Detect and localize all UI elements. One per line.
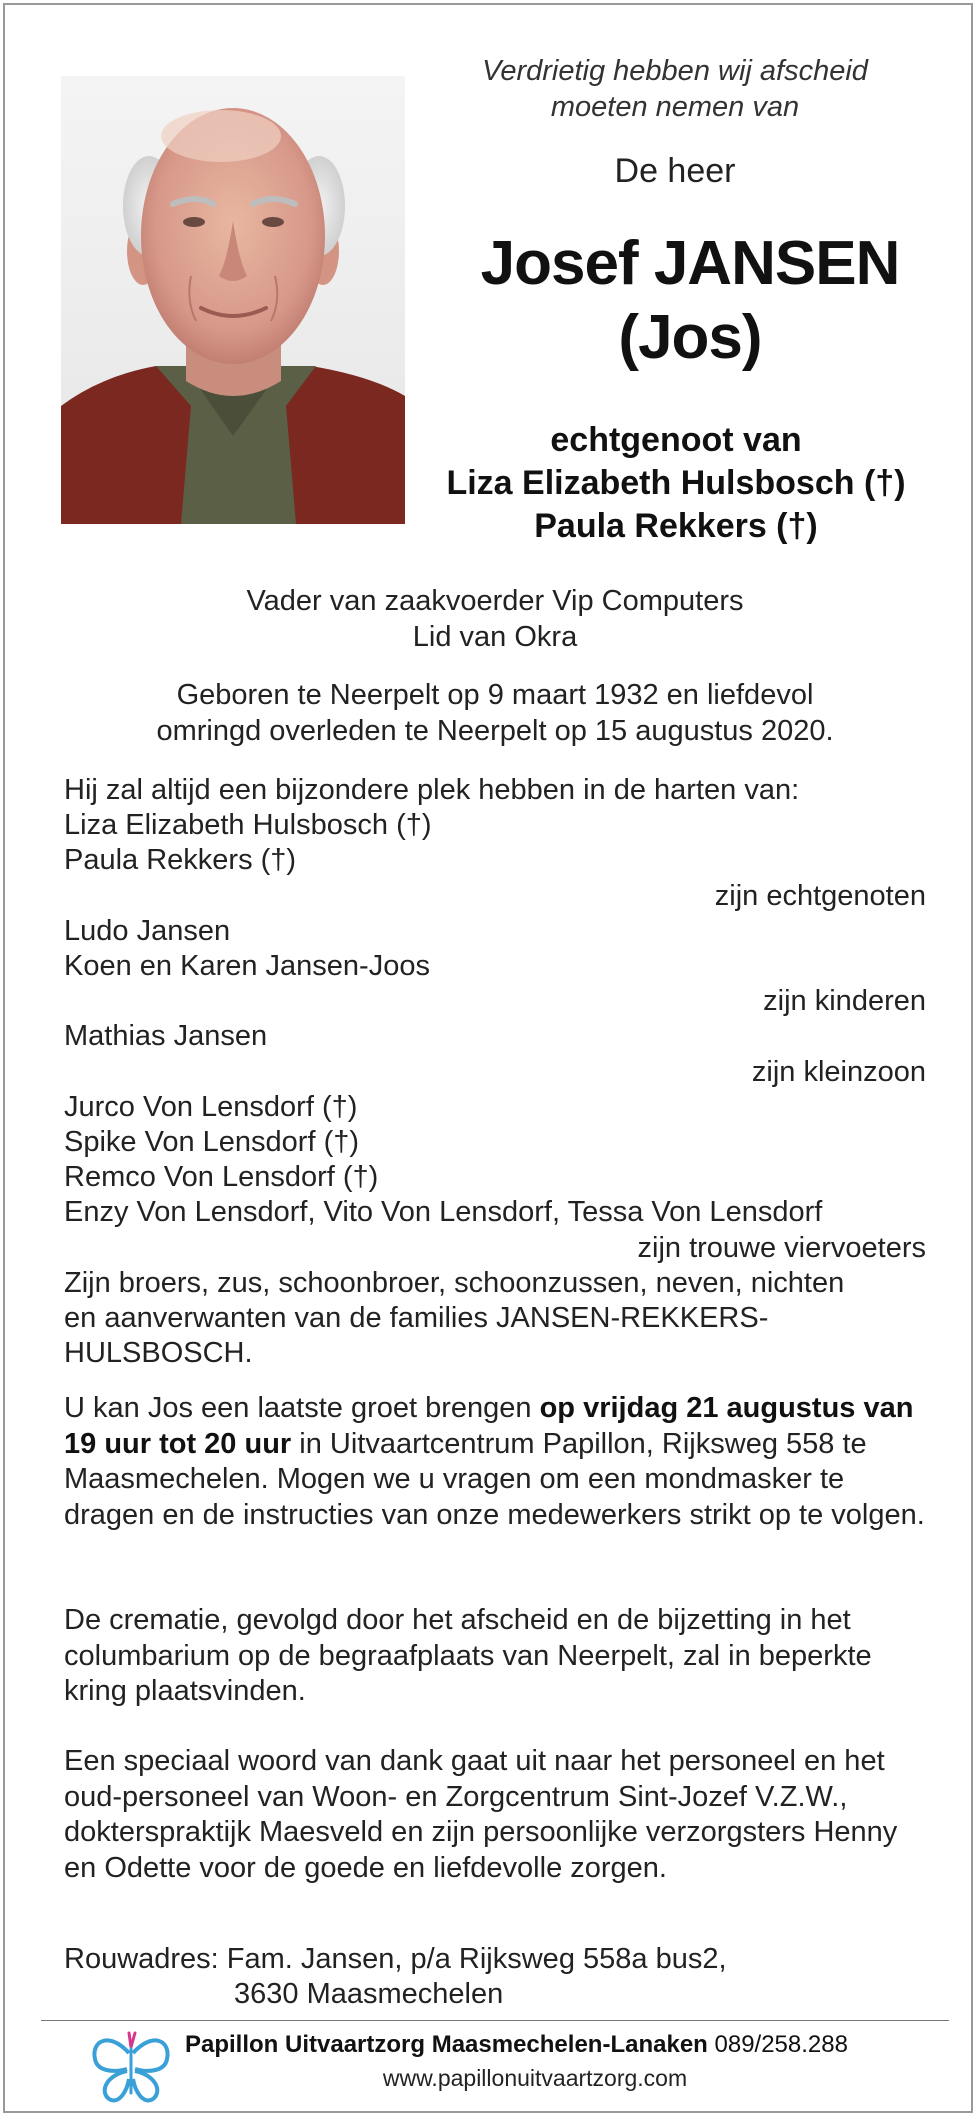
- mourning-address: [64, 1942, 926, 2012]
- survivors-heading: Hij zal altijd een bijzondere plek hebben in de harten van:: [64, 774, 800, 806]
- butterfly-logo-icon: [89, 2027, 173, 2107]
- spouse-line-3: Paula Rekkers (†): [534, 507, 818, 545]
- relation-label: zijn kleinzoon: [751, 1055, 926, 1088]
- list-item: Remco Von Lensdorf (†): [64, 1161, 379, 1194]
- obituary-card: [3, 3, 973, 2113]
- spouse-block: [395, 419, 957, 548]
- birth-line-2: omringd overleden te Neerpelt op 15 augustus 2020.: [156, 715, 834, 747]
- company-website[interactable]: www.papillonuitvaartzorg.com: [382, 2065, 688, 2091]
- footer-divider: [41, 2020, 949, 2021]
- visit-text-1: U kan Jos een laatste groet brengen: [64, 1392, 540, 1424]
- list-item: Mathias Jansen: [64, 1020, 268, 1053]
- visitation-paragraph: [64, 1391, 926, 1533]
- list-item: Jurco Von Lensdorf (†): [64, 1090, 358, 1123]
- company-name: Papillon Uitvaartzorg Maasmechelen-Lanaken: [185, 2031, 708, 2058]
- roles-line-2: Lid van Okra: [412, 621, 578, 653]
- family-line: HULSBOSCH.: [64, 1337, 253, 1370]
- relation-label: zijn kinderen: [763, 985, 926, 1018]
- address-line-2: 3630 Maasmechelen: [234, 1978, 504, 2010]
- relation-label: zijn trouwe viervoeters: [637, 1231, 926, 1264]
- name-line-1: Josef JANSEN: [480, 229, 900, 298]
- survivors-list: [64, 773, 926, 1371]
- relation-label: zijn echtgenoten: [714, 879, 926, 912]
- list-item: Liza Elizabeth Hulsbosch (†): [64, 809, 432, 842]
- address-line-1: Rouwadres: Fam. Jansen, p/a Rijksweg 558a bus2,: [64, 1943, 727, 1975]
- list-item: Paula Rekkers (†): [64, 844, 297, 877]
- birth-death-block: [45, 677, 945, 749]
- portrait-image-icon: [61, 76, 405, 524]
- footer-company: [185, 2030, 848, 2060]
- list-item: Ludo Jansen: [64, 914, 231, 947]
- list-item: Spike Von Lensdorf (†): [64, 1126, 360, 1159]
- deceased-name: [425, 227, 955, 375]
- family-line: en aanverwanten van de families JANSEN-REKKERS-: [64, 1302, 769, 1335]
- cremation-paragraph: De crematie, gevolgd door het afscheid en de bijzetting in het columbarium op de begraafplaats van Neerpelt, zal in beperkte kring plaatsvinden.: [64, 1604, 872, 1707]
- list-item: Enzy Von Lensdorf, Vito Von Lensdorf, Tessa Von Lensdorf: [64, 1196, 823, 1229]
- intro-text: [425, 53, 925, 125]
- spouse-line-2: Liza Elizabeth Hulsbosch (†): [446, 464, 906, 502]
- thanks-paragraph: Een speciaal woord van dank gaat uit naar het personeel en het oud-personeel van Woon- en Zorgcentrum Sint-Jozef V.Z.W., dokterspraktijk Maesveld en zijn persoonlijke verzorgsters Henny en Odette voor de goede en liefdevolle zorgen.: [64, 1745, 898, 1884]
- name-line-2: (Jos): [618, 303, 762, 372]
- intro-line-2: moeten nemen van: [550, 91, 800, 123]
- roles-line-1: Vader van zaakvoerder Vip Computers: [246, 585, 744, 617]
- portrait-photo: [61, 76, 405, 524]
- honorific: De heer: [614, 152, 736, 190]
- visit-text-2: in Uitvaartcentrum Papillon, Rijksweg 558 te Maasmechelen. Mogen we u vragen om een mondmasker te dragen en de instructies van onze medewerkers strikt op te volgen.: [64, 1427, 925, 1531]
- roles-block: [45, 583, 945, 655]
- intro-line-1: Verdrietig hebben wij afscheid: [482, 55, 868, 87]
- list-item: Koen en Karen Jansen-Joos: [64, 950, 430, 983]
- birth-line-1: Geboren te Neerpelt op 9 maart 1932 en liefdevol: [176, 679, 814, 711]
- family-line: Zijn broers, zus, schoonbroer, schoonzussen, neven, nichten: [64, 1266, 845, 1299]
- company-phone[interactable]: 089/258.288: [714, 2031, 848, 2058]
- spouse-line-1: echtgenoot van: [550, 421, 802, 459]
- visit-date-time: op vrijdag 21 augustus van 19 uur tot 20 uur: [64, 1392, 914, 1460]
